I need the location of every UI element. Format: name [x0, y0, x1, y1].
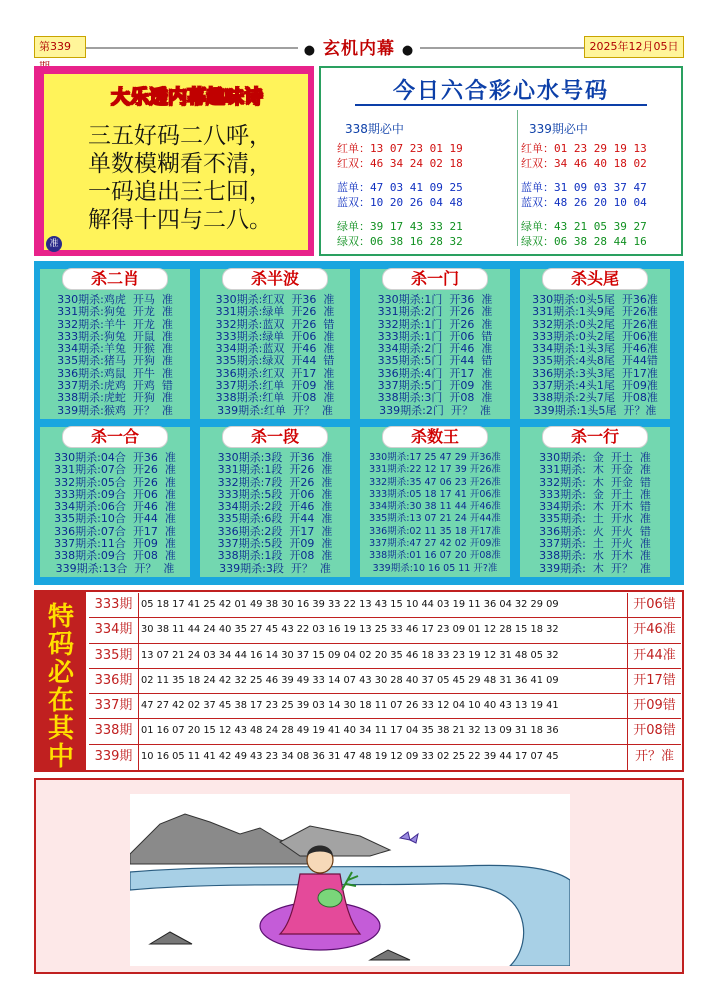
panel-rows: 330期杀: 金 开土 准 331期杀: 木 开金 准 332期杀: 木 开金 错 333期杀: 金 开土 准 334期杀: 木 开木 错 335期杀: 土 开水 准 336期杀: 火 开火 错 337期杀: 土 开火 准 338期杀: 水 开木 准 339期杀: 木 开？ 准: [539, 451, 651, 575]
period-label: 338期必中: [345, 122, 404, 136]
panel-title: 杀一段: [222, 426, 328, 448]
kill-grid: [34, 261, 684, 585]
panel-rows: 330期杀:0头5尾 开36准 331期杀:1头9尾 开26准 332期杀:0头2尾 开26准 333期杀:0头2尾 开06准 334期杀:1头3尾 开46准 335期杀:4头8尾 开44错 336期杀:3头3尾 开17准 337期杀:4头1尾 开09准 338期杀:2头7尾 开08准 339期杀:1头5尾 开？准: [532, 293, 658, 417]
issue-badge: 第339: [34, 36, 86, 58]
result-cell: 开08错: [627, 719, 681, 743]
period-label: 339期必中: [529, 122, 588, 136]
panel-rows: 330期杀:鸡虎 开马 准 331期杀:狗兔 开龙 准 332期杀:羊牛 开龙 准 333期杀:狗兔 开鼠 准 334期杀:羊兔 开猴 准 335期杀:猪马 开狗 准 336期杀:鸡鼠 开牛 准 337期杀:虎鸡 开鸡 错 338期杀:虎蛇 开狗 准 339期杀:猴鸡 开？ 准: [57, 293, 173, 417]
brand-text: 玄机内幕: [323, 39, 395, 59]
panel-rows: 330期杀:1门 开36 准 331期杀:2门 开26 准 332期杀:1门 开26 准 333期杀:1门 开06 错 334期杀:2门 开46 准 335期杀:5门 开44 错 336期杀:4门 开17 准 337期杀:5门 开09 准 338期杀:3门 开08 准 339期杀:2门 开？ 准: [377, 293, 493, 417]
kill-panel-element: [520, 427, 670, 577]
title-underline: [355, 104, 647, 106]
table-row: [89, 593, 681, 618]
label-char: 中: [47, 742, 74, 772]
panel-rows: 330期杀:红双 开36 准 331期杀:绿单 开26 准 332期杀:蓝双 开26 错 333期杀:绿单 开06 准 334期杀:蓝双 开46 准 335期杀:绿双 开44 错 336期杀:红双 开17 准 337期杀:红单 开09 准 338期杀:红单 开08 准 339期杀:红单 开？ 准: [215, 293, 335, 417]
red-double: 红双：34 46 40 18 02: [521, 157, 647, 170]
blue-single: 蓝单：31 09 03 37 47: [521, 181, 647, 194]
lottery-title: 今日六合彩心水号码: [392, 79, 609, 104]
label-char: 在: [47, 686, 74, 716]
table-row: [89, 669, 681, 694]
result-cell: 开17错: [627, 669, 681, 693]
poem-line: 单数模糊看不清，: [88, 151, 272, 177]
table-row: [89, 719, 681, 744]
lottery-column-338: [337, 122, 463, 249]
result-cell: 开09错: [627, 694, 681, 718]
period-cell: 335期: [89, 644, 139, 668]
numbers-cell: 02 11 35 18 24 42 32 25 46 39 49 33 14 07 43 30 28 40 37 05 45 29 48 31 36 41 09: [141, 674, 559, 686]
numbers-cell: 05 18 17 41 25 42 01 49 38 30 16 39 33 22 13 43 15 10 44 03 19 11 36 04 32 29 09: [141, 599, 559, 610]
period-cell: 337期: [89, 694, 139, 718]
zhun-badge: 准: [46, 236, 62, 252]
result-cell: 开06错: [627, 593, 681, 617]
table-row: [89, 745, 681, 770]
result-cell: 开44准: [627, 644, 681, 668]
table-row: [89, 694, 681, 719]
green-double: 绿双：06 38 28 44 16: [521, 235, 647, 248]
column-divider: [517, 110, 518, 246]
mountain-shape: [280, 826, 390, 856]
red-single: 红单：01 23 29 19 13: [521, 142, 647, 155]
lottery-panel: [319, 66, 683, 256]
numbers-cell: 30 38 11 44 24 40 35 27 45 43 22 03 16 19 13 25 33 46 17 23 09 01 12 28 15 18 32: [141, 624, 559, 636]
kill-panel-zodiac: [40, 269, 190, 419]
panel-title: 杀一合: [62, 426, 168, 448]
label-char: 码: [47, 630, 74, 660]
panel-title: 杀一行: [542, 426, 648, 448]
kill-panel-half-wave: [200, 269, 350, 419]
gourd-shape: [318, 889, 342, 907]
panel-rows: 330期杀:3段 开36 准 331期杀:1段 开26 准 332期杀:7段 开26 准 333期杀:5段 开06 准 334期杀:2段 开46 准 335期杀:6段 开44 准 336期杀:2段 开17 准 337期杀:5段 开09 准 338期杀:1段 开08 准 339期杀:3段 开？ 准: [217, 451, 333, 575]
blue-double: 蓝双：10 20 26 04 48: [337, 196, 463, 209]
poem-line: 三五好码二八呼，: [88, 123, 272, 149]
kill-panel-segment: [200, 427, 350, 577]
table-row: [89, 618, 681, 643]
period-cell: 334期: [89, 618, 139, 642]
red-single: 红单：13 07 23 01 19: [337, 142, 463, 155]
lottery-column-339: [521, 122, 647, 249]
period-cell: 338期: [89, 719, 139, 743]
red-double: 红双：46 34 24 02 18: [337, 157, 463, 170]
numbers-cell: 47 27 42 02 37 45 38 17 23 25 39 03 14 30 18 11 07 26 33 12 04 10 40 43 13 19 41: [141, 700, 559, 712]
kill-panel-head-tail: [520, 269, 670, 419]
poem-lines: [88, 122, 272, 234]
kill-panel-number-king: [360, 427, 510, 577]
panel-title: 杀半波: [222, 268, 328, 290]
panel-title: 杀头尾: [542, 268, 648, 290]
green-double: 绿双：06 38 16 28 32: [337, 235, 463, 248]
bullet-icon: ●: [303, 43, 317, 58]
period-cell: 336期: [89, 669, 139, 693]
date-badge: 2025年12月05日: [584, 36, 684, 58]
kill-panel-sum: [40, 427, 190, 577]
special-code-table: [34, 590, 684, 772]
poem-title: 大乐透内幕趣味诗: [110, 86, 263, 108]
green-single: 绿单：43 21 05 39 27: [521, 220, 647, 233]
panel-rows: 330期杀:04合 开36 准 331期杀:07合 开26 准 332期杀:05合 开26 准 333期杀:09合 开06 准 334期杀:06合 开46 准 335期杀:10合 开44 准 336期杀:07合 开17 准 337期杀:11合 开09 准 338期杀:09合 开08 准 339期杀:13合 开？ 准: [54, 451, 176, 575]
numbers-cell: 10 16 05 11 41 42 49 43 23 34 08 36 31 47 48 19 12 09 33 02 25 22 39 44 17 07 45: [141, 750, 559, 762]
poem-line: 解得十四与二八。: [88, 207, 272, 233]
result-cell: 开46准: [627, 618, 681, 642]
rock-shape: [150, 932, 192, 944]
period-cell: 333期: [89, 593, 139, 617]
label-char: 特: [47, 602, 74, 632]
result-cell: 开？准: [627, 745, 681, 770]
blue-double: 蓝双：48 26 20 10 04: [521, 196, 647, 209]
kill-panel-door: [360, 269, 510, 419]
numbers-cell: 13 07 21 24 03 34 44 16 14 30 37 15 09 04 02 20 35 46 18 33 23 19 12 31 48 05 32: [141, 649, 559, 661]
panel-title: 杀一门: [382, 268, 488, 290]
bullet-icon: ●: [401, 43, 415, 58]
panel-title: 杀二肖: [62, 268, 168, 290]
numbers-cell: 01 16 07 20 15 12 43 48 24 28 49 19 41 40 34 11 17 04 35 38 21 32 13 09 31 18 36: [141, 725, 559, 737]
green-single: 绿单：39 17 43 33 21: [337, 220, 463, 233]
illustration-image: [130, 794, 570, 966]
special-rows: [89, 593, 681, 770]
poem-line: 一码追出三七回，: [88, 179, 272, 205]
period-cell: 339期: [89, 745, 139, 770]
special-code-label: [36, 592, 86, 770]
panel-rows: 330期杀:17 25 47 29 开36准 331期杀:22 12 17 39 开26准 332期杀:35 47 06 23 开26准 333期杀:05 18 17 41 开06准 334期杀:30 38 11 44 开46准 335期杀:13 07 21 24 开44准 336期杀:02 11 35 18 开17准 337期杀:47 27 42 02 开09准 338期杀:01 16 07 20 开08准 339期杀:10 16 05 11 开?准: [369, 452, 501, 574]
illustration-panel: [34, 778, 684, 974]
rock-shape: [370, 950, 410, 960]
illustration-frame: [130, 794, 570, 966]
page-header: [34, 36, 684, 60]
table-row: [89, 644, 681, 669]
label-char: 其: [47, 714, 74, 744]
poem-inner: [44, 74, 308, 250]
poem-panel: [34, 66, 314, 256]
label-char: 必: [47, 658, 74, 688]
panel-title: 杀数王: [382, 426, 488, 448]
butterfly-icon: [400, 832, 418, 843]
blue-single: 蓝单：47 03 41 09 25: [337, 181, 463, 194]
